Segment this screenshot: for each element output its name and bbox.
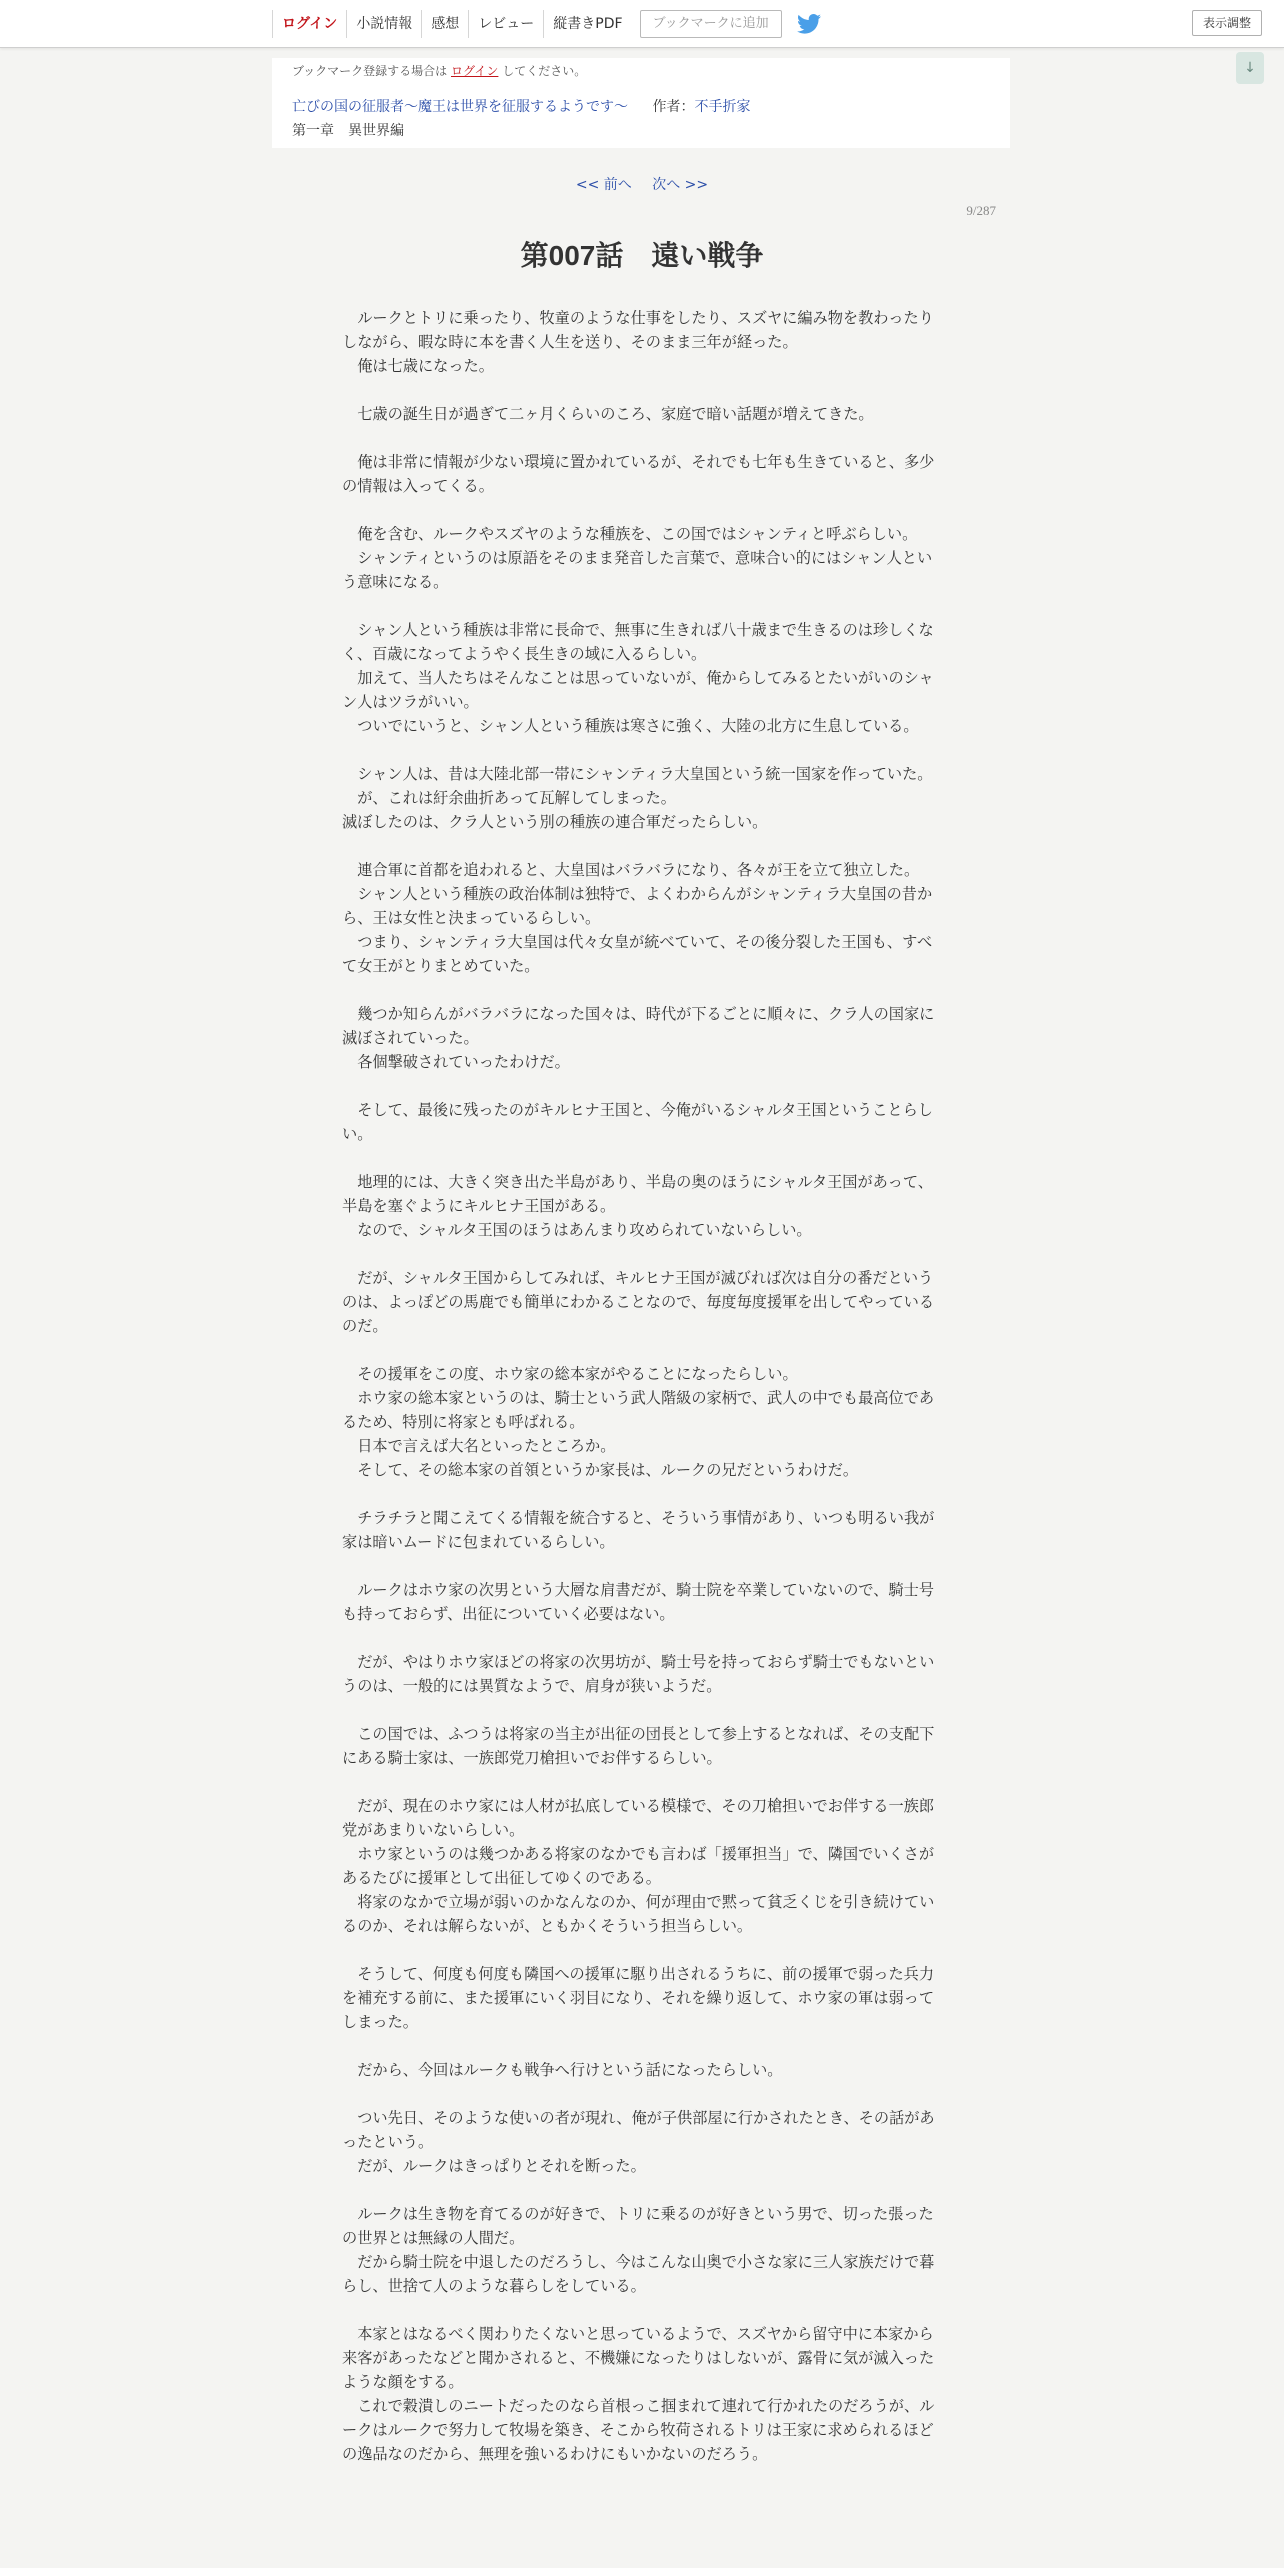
- body-paragraph: 連合軍に首都を追われると、大皇国はバラバラになり、各々が王を立て独立した。: [342, 861, 920, 879]
- novel-title-link[interactable]: 亡びの国の征服者～魔王は世界を征服するようです～: [292, 99, 628, 115]
- episode-title: 第007話 遠い戦争: [520, 240, 764, 271]
- blank-line: [342, 738, 936, 762]
- notice-prefix: ブックマーク登録する場合は: [292, 64, 448, 78]
- body-paragraph: 将家のなかで立場が弱いのかなんなのか、何が理由で黙って貧乏くじを引き続けているのか、それは解らないが、ともかくそういう担当らしい。: [342, 1893, 935, 1935]
- blank-line: [342, 1146, 936, 1170]
- novel-body-text: [342, 306, 936, 2466]
- blank-line: [342, 1626, 936, 1650]
- blank-line: [342, 1482, 936, 1506]
- scroll-down-arrow-icon[interactable]: ↓: [1236, 52, 1264, 84]
- author-label: 作者：: [652, 99, 695, 115]
- body-paragraph: だが、現在のホウ家には人材が払底している模様で、その刀槍担いでお伴する一族郎党があまりいないらしい。: [342, 1797, 935, 1839]
- body-paragraph: その援軍をこの度、ホウ家の総本家がやることになったらしい。: [342, 1365, 798, 1383]
- nav-vertical-pdf-link[interactable]: 縦書きPDF: [543, 10, 631, 38]
- body-paragraph: が、これは紆余曲折あって瓦解してしまった。: [342, 789, 676, 807]
- body-paragraph: ついでにいうと、シャン人という種族は寒さに強く、大陸の北方に生息している。: [342, 717, 919, 735]
- novel-info-box: [272, 58, 1010, 148]
- notice-login-link[interactable]: ログイン: [451, 64, 499, 78]
- blank-line: [342, 1554, 936, 1578]
- body-paragraph: ルークとトリに乗ったり、牧童のような仕事をしたり、スズヤに編み物を教わったりしながら、暇な時に本を書く人生を送り、そのまま三年が経った。: [342, 309, 934, 351]
- body-paragraph: シャン人という種族の政治体制は独特で、よくわからんがシャンティラ大皇国の昔から、王は女性と決まっているらしい。: [342, 885, 933, 927]
- body-paragraph: 本家とはなるべく関わりたくないと思っているようで、スズヤから留守中に本家から来客があったなどと聞かされると、不機嫌になったりはしないが、露骨に気が滅入ったような顔をする。: [342, 2325, 935, 2391]
- body-paragraph: ルークは生き物を育てるのが好きで、トリに乗るのが好きという男で、切った張ったの世界とは無縁の人間だ。: [342, 2205, 934, 2247]
- blank-line: [342, 378, 936, 402]
- body-paragraph: 俺は七歳になった。: [342, 357, 494, 375]
- next-episode-link[interactable]: 次へ >>: [652, 177, 709, 193]
- body-paragraph: だが、ルークはきっぱりとそれを断った。: [342, 2157, 646, 2175]
- body-paragraph: 各個撃破されていったわけだ。: [342, 1053, 570, 1071]
- body-paragraph: ルークはホウ家の次男という大層な肩書だが、騎士院を卒業していないので、騎士号も持っておらず、出征についていく必要はない。: [342, 1581, 935, 1623]
- blank-line: [342, 594, 936, 618]
- body-paragraph: 俺は非常に情報が少ない環境に置かれているが、それでも七年も生きていると、多少の情報は入ってくる。: [342, 453, 935, 495]
- blank-line: [342, 1074, 936, 1098]
- novel-title-line: [292, 96, 750, 116]
- body-paragraph: これで穀潰しのニートだったのなら首根っこ掴まれて連れて行かれたのだろうが、ルークはルークで努力して牧場を築き、そこから牧荷されるトリは王家に求められるほどの逸品なのだから、無理を強いるわけにもいかないのだろう。: [342, 2397, 935, 2463]
- body-paragraph: だから、今回はルークも戦争へ行けという話になったらしい。: [342, 2061, 783, 2079]
- chapter-title: 第一章 異世界編: [292, 123, 404, 139]
- blank-line: [342, 2034, 936, 2058]
- body-paragraph: 幾つか知らんがバラバラになった国々は、時代が下るごとに順々に、クラ人の国家に滅ぼされていった。: [342, 1005, 935, 1047]
- blank-line: [342, 1242, 936, 1266]
- blank-line: [342, 2298, 936, 2322]
- body-paragraph: 俺を含む、ルークやスズヤのような種族を、この国ではシャンティと呼ぶらしい。: [342, 525, 918, 543]
- episode-pager: [0, 174, 1284, 194]
- nav-login-link[interactable]: ログイン: [272, 10, 346, 38]
- bookmark-login-notice: [292, 62, 586, 79]
- body-paragraph: そして、その総本家の首領というか家長は、ルークの兄だというわけだ。: [342, 1461, 859, 1479]
- display-adjust-button[interactable]: 表示調整: [1192, 10, 1262, 36]
- body-paragraph: つまり、シャンティラ大皇国は代々女皇が統べていて、その後分裂した王国も、すべて女王がとりまとめていた。: [342, 933, 933, 975]
- nav-review-link[interactable]: レビュー: [468, 10, 543, 38]
- top-navigation-bar: [0, 0, 1284, 48]
- body-paragraph: 加えて、当人たちはそんなことは思っていないが、俺からしてみるとたいがいのシャン人はツラがいい。: [342, 669, 934, 711]
- body-paragraph: 滅ぼしたのは、クラ人という別の種族の連合軍だったらしい。: [342, 813, 768, 831]
- author-name-link[interactable]: 不手折家: [694, 99, 751, 115]
- body-paragraph: だが、シャルタ王国からしてみれば、キルヒナ王国が滅びれば次は自分の番だというのは、よっぽどの馬鹿でも簡単にわかることなので、毎度毎度援軍を出してやっているのだ。: [342, 1269, 935, 1335]
- blank-line: [342, 1698, 936, 1722]
- blank-line: [342, 978, 936, 1002]
- nav-menu: [272, 8, 822, 40]
- prev-episode-link[interactable]: << 前へ: [575, 177, 632, 193]
- body-paragraph: シャン人という種族は非常に長命で、無事に生きれば八十歳まで生きるのは珍しくなく、百歳になってようやく長生きの域に入るらしい。: [342, 621, 934, 663]
- notice-suffix: してください。: [502, 64, 587, 78]
- blank-line: [342, 426, 936, 450]
- blank-line: [342, 1770, 936, 1794]
- blank-line: [342, 2178, 936, 2202]
- twitter-bird-icon[interactable]: [796, 13, 822, 35]
- body-paragraph: 七歳の誕生日が過ぎて二ヶ月くらいのころ、家庭で暗い話題が増えてきた。: [342, 405, 874, 423]
- body-paragraph: だから騎士院を中退したのだろうし、今はこんな山奥で小さな家に三人家族だけで暮らし、世捨て人のような暮らしをしている。: [342, 2253, 935, 2295]
- body-paragraph: そして、最後に残ったのがキルヒナ王国と、今俺がいるシャルタ王国ということらしい。: [342, 1101, 933, 1143]
- body-paragraph: シャンティというのは原語をそのまま発音した言葉で、意味合い的にはシャン人という意味になる。: [342, 549, 933, 591]
- blank-line: [342, 498, 936, 522]
- body-paragraph: シャン人は、昔は大陸北部一帯にシャンティラ大皇国という統一国家を作っていた。: [342, 765, 933, 783]
- bookmark-add-button[interactable]: ブックマークに追加: [640, 10, 782, 38]
- body-paragraph: チラチラと聞こえてくる情報を統合すると、そういう事情があり、いつも明るい我が家は暗いムードに包まれているらしい。: [342, 1509, 935, 1551]
- blank-line: [342, 2082, 936, 2106]
- body-paragraph: なので、シャルタ王国のほうはあんまり攻められていないらしい。: [342, 1221, 812, 1239]
- body-paragraph: だが、やはりホウ家ほどの将家の次男坊が、騎士号を持っておらず騎士でもないというのは、一般的には異質なようで、肩身が狭いようだ。: [342, 1653, 935, 1695]
- blank-line: [342, 1338, 936, 1362]
- body-paragraph: 日本で言えば大名といったところか。: [342, 1437, 616, 1455]
- nav-novel-info-link[interactable]: 小説情報: [346, 10, 421, 38]
- episode-count: 9/287: [966, 203, 996, 218]
- blank-line: [342, 1938, 936, 1962]
- body-paragraph: この国では、ふつうは将家の当主が出征の団長として参上するとなれば、その支配下にある騎士家は、一族郎党刀槍担いでお伴するらしい。: [342, 1725, 935, 1767]
- body-paragraph: つい先日、そのような使いの者が現れ、俺が子供部屋に行かされたとき、その話があったという。: [342, 2109, 935, 2151]
- blank-line: [342, 834, 936, 858]
- nav-impressions-link[interactable]: 感想: [421, 10, 468, 38]
- body-paragraph: 地理的には、大きく突き出た半島があり、半島の奥のほうにシャルタ王国があって、半島を塞ぐようにキルヒナ王国がある。: [342, 1173, 933, 1215]
- body-paragraph: ホウ家の総本家というのは、騎士という武人階級の家柄で、武人の中でも最高位であるため、特別に将家とも呼ばれる。: [342, 1389, 935, 1431]
- body-paragraph: ホウ家というのは幾つかある将家のなかでも言わば「援軍担当」で、隣国でいくさがあるたびに援軍として出征してゆくのである。: [342, 1845, 935, 1887]
- body-paragraph: そうして、何度も何度も隣国への援軍に駆り出されるうちに、前の援軍で弱った兵力を補充する前に、また援軍にいく羽目になり、それを繰り返して、ホウ家の軍は弱ってしまった。: [342, 1965, 935, 2031]
